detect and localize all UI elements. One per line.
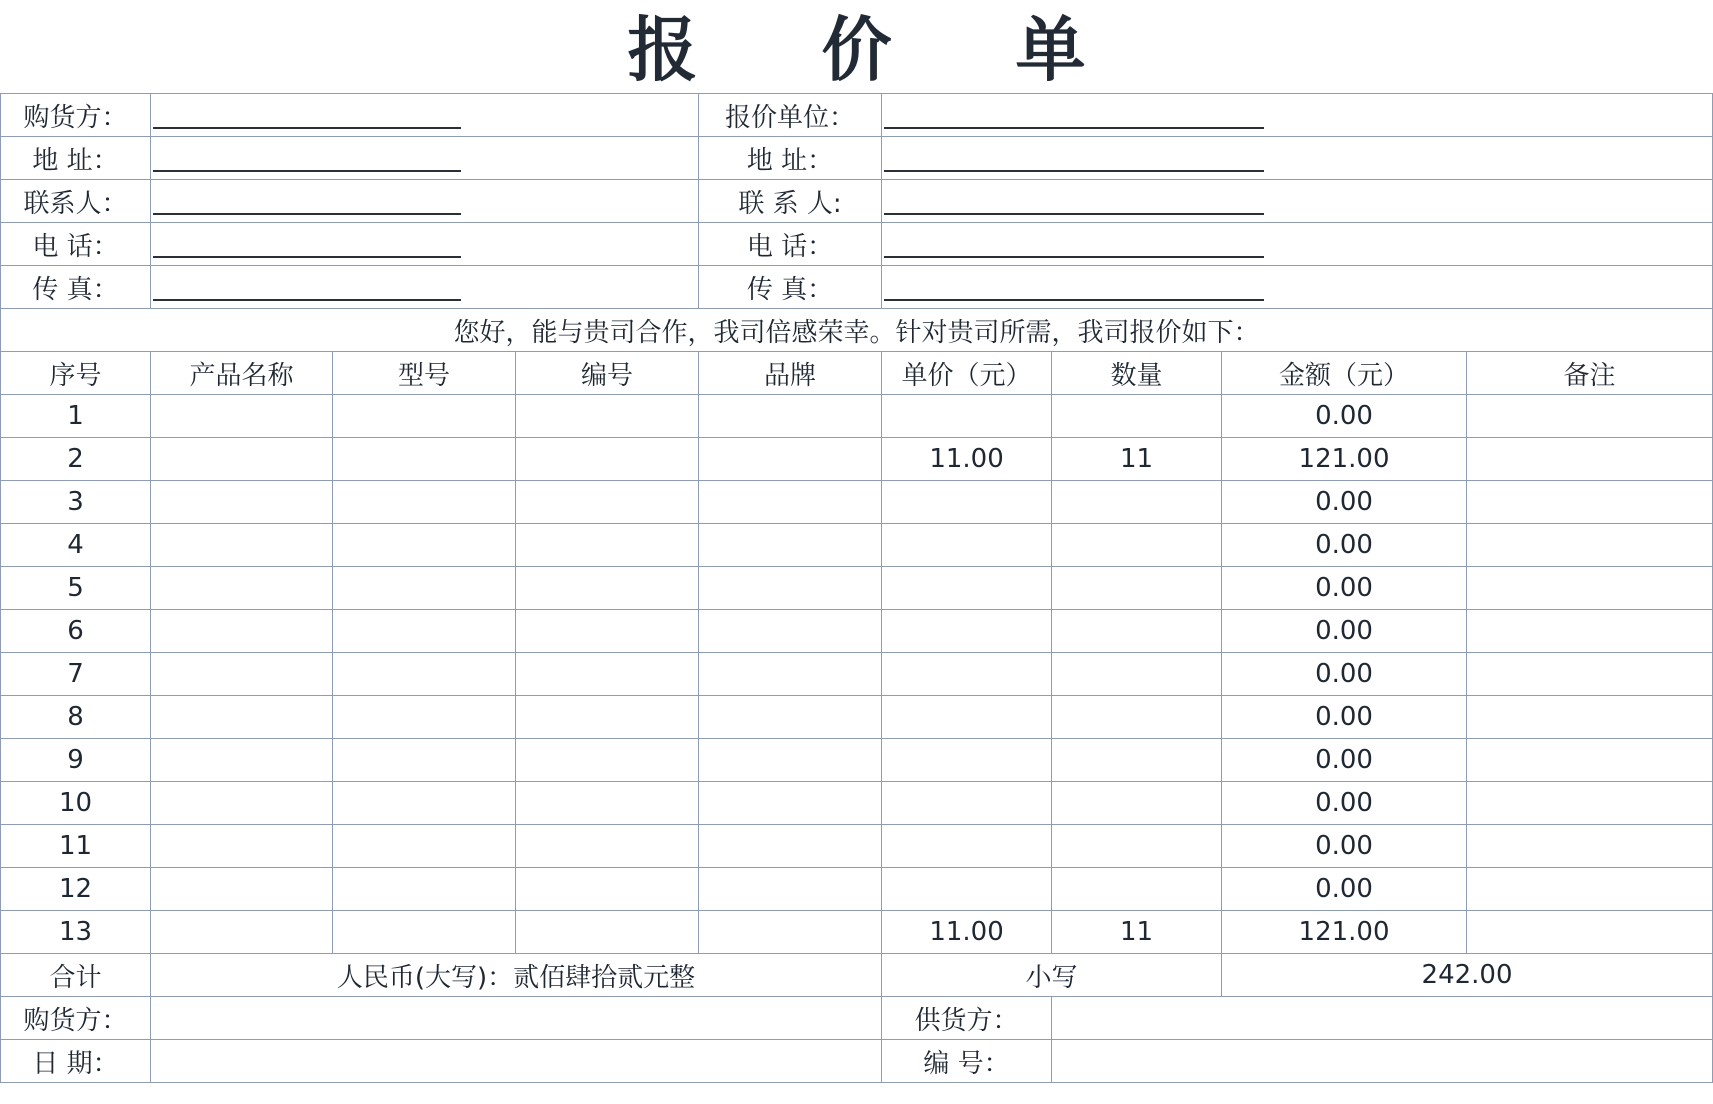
info-right-label: 联 系 人:	[699, 180, 882, 223]
cell-price[interactable]: 11.00	[882, 911, 1052, 954]
column-header: 编号	[516, 352, 699, 395]
cell-empty[interactable]	[699, 524, 882, 567]
table-header	[1, 352, 1713, 395]
cell-empty[interactable]	[151, 782, 333, 825]
cell-empty[interactable]	[516, 782, 699, 825]
cell-empty[interactable]	[333, 825, 516, 868]
cell-amount: 0.00	[1222, 610, 1467, 653]
cell-price[interactable]	[882, 610, 1052, 653]
cell-no: 7	[1, 653, 151, 696]
cell-empty[interactable]	[699, 739, 882, 782]
footer-row	[1, 997, 1713, 1040]
cell-price[interactable]	[882, 782, 1052, 825]
cell-price[interactable]	[882, 524, 1052, 567]
info-left-field[interactable]	[151, 137, 699, 180]
underline-blank[interactable]	[153, 273, 461, 301]
cell-empty[interactable]	[151, 868, 333, 911]
cell-price[interactable]	[882, 696, 1052, 739]
cell-empty[interactable]	[699, 610, 882, 653]
cell-qty[interactable]	[1052, 739, 1222, 782]
cell-empty[interactable]	[699, 825, 882, 868]
cell-empty[interactable]	[333, 567, 516, 610]
cell-empty[interactable]	[151, 524, 333, 567]
cell-price[interactable]	[882, 825, 1052, 868]
cell-empty[interactable]	[699, 395, 882, 438]
cell-empty[interactable]	[151, 481, 333, 524]
cell-amount: 0.00	[1222, 653, 1467, 696]
table-row	[1, 868, 1713, 911]
total-row	[1, 954, 1713, 997]
cell-empty[interactable]	[699, 911, 882, 954]
cell-remark[interactable]	[1467, 782, 1713, 825]
cell-no: 12	[1, 868, 151, 911]
cell-price[interactable]	[882, 395, 1052, 438]
cell-empty[interactable]	[151, 653, 333, 696]
cell-no: 1	[1, 395, 151, 438]
cell-remark[interactable]	[1467, 438, 1713, 481]
page-title	[0, 0, 1713, 94]
info-right-label: 地 址：	[699, 137, 882, 180]
info-left-field[interactable]	[151, 266, 699, 309]
table-row	[1, 739, 1713, 782]
cell-remark[interactable]	[1467, 395, 1713, 438]
cell-amount: 121.00	[1222, 911, 1467, 954]
cell-empty[interactable]	[151, 567, 333, 610]
cell-qty[interactable]: 11	[1052, 438, 1222, 481]
cell-price[interactable]	[882, 739, 1052, 782]
underline-blank[interactable]	[153, 144, 461, 172]
cell-empty[interactable]	[333, 610, 516, 653]
table-row	[1, 610, 1713, 653]
cell-empty[interactable]	[333, 739, 516, 782]
cell-price[interactable]	[882, 481, 1052, 524]
info-right-field[interactable]	[882, 94, 1713, 137]
cell-empty[interactable]	[333, 782, 516, 825]
cell-no: 11	[1, 825, 151, 868]
info-left-label: 联系人：	[1, 180, 151, 223]
table-row	[1, 782, 1713, 825]
cell-empty[interactable]	[516, 610, 699, 653]
cell-remark[interactable]	[1467, 739, 1713, 782]
info-left-field[interactable]	[151, 180, 699, 223]
cell-amount: 0.00	[1222, 567, 1467, 610]
cell-empty[interactable]	[151, 610, 333, 653]
cell-empty[interactable]	[151, 438, 333, 481]
cell-price[interactable]: 11.00	[882, 438, 1052, 481]
total-label: 合计	[1, 954, 151, 997]
cell-remark[interactable]	[1467, 911, 1713, 954]
cell-no: 6	[1, 610, 151, 653]
table-row	[1, 438, 1713, 481]
footer-left-field[interactable]	[151, 997, 882, 1040]
info-right-field[interactable]	[882, 223, 1713, 266]
info-row	[1, 180, 1713, 223]
cell-empty[interactable]	[333, 395, 516, 438]
cell-empty[interactable]	[516, 911, 699, 954]
cell-remark[interactable]	[1467, 610, 1713, 653]
table-row	[1, 524, 1713, 567]
cell-empty[interactable]	[516, 653, 699, 696]
greeting-text: 您好，能与贵司合作，我司倍感荣幸。针对贵司所需，我司报价如下：	[1, 309, 1713, 352]
cell-amount: 0.00	[1222, 782, 1467, 825]
cell-no: 13	[1, 911, 151, 954]
info-row	[1, 223, 1713, 266]
quote-sheet	[0, 93, 1713, 1083]
cell-empty[interactable]	[699, 567, 882, 610]
cell-no: 10	[1, 782, 151, 825]
cell-qty[interactable]	[1052, 524, 1222, 567]
cell-qty[interactable]	[1052, 567, 1222, 610]
info-row	[1, 94, 1713, 137]
info-left-field[interactable]	[151, 94, 699, 137]
info-left-label: 电 话：	[1, 223, 151, 266]
cell-qty[interactable]: 11	[1052, 911, 1222, 954]
column-header: 备注	[1467, 352, 1713, 395]
cell-remark[interactable]	[1467, 481, 1713, 524]
cell-no: 4	[1, 524, 151, 567]
footer-left-label: 购货方：	[1, 997, 151, 1040]
column-header: 品牌	[699, 352, 882, 395]
cell-empty[interactable]	[516, 395, 699, 438]
cell-empty[interactable]	[699, 868, 882, 911]
cell-empty[interactable]	[699, 782, 882, 825]
cell-empty[interactable]	[333, 524, 516, 567]
column-header: 单价（元）	[882, 352, 1052, 395]
cell-qty[interactable]	[1052, 868, 1222, 911]
total-lowercase-value: 242.00	[1222, 954, 1713, 997]
cell-remark[interactable]	[1467, 696, 1713, 739]
column-header: 数量	[1052, 352, 1222, 395]
cell-amount: 0.00	[1222, 696, 1467, 739]
title-char-3: 单	[1015, 9, 1086, 91]
cell-empty[interactable]	[699, 653, 882, 696]
cell-qty[interactable]	[1052, 782, 1222, 825]
footer-right-label: 供货方：	[882, 997, 1052, 1040]
cell-amount: 121.00	[1222, 438, 1467, 481]
info-right-label: 传 真：	[699, 266, 882, 309]
cell-empty[interactable]	[333, 696, 516, 739]
total-lowercase-label: 小写	[882, 954, 1222, 997]
table-row	[1, 696, 1713, 739]
cell-qty[interactable]	[1052, 653, 1222, 696]
column-header: 金额（元）	[1222, 352, 1467, 395]
table-row	[1, 653, 1713, 696]
cell-qty[interactable]	[1052, 696, 1222, 739]
info-right-label: 电 话：	[699, 223, 882, 266]
cell-amount: 0.00	[1222, 481, 1467, 524]
info-right-label: 报价单位：	[699, 94, 882, 137]
underline-blank[interactable]	[884, 101, 1264, 129]
cell-empty[interactable]	[333, 481, 516, 524]
underline-blank[interactable]	[153, 187, 461, 215]
table-row	[1, 481, 1713, 524]
cell-empty[interactable]	[151, 825, 333, 868]
underline-blank[interactable]	[153, 230, 461, 258]
info-right-field[interactable]	[882, 137, 1713, 180]
cell-qty[interactable]	[1052, 610, 1222, 653]
info-left-label: 传 真：	[1, 266, 151, 309]
cell-price[interactable]	[882, 868, 1052, 911]
cell-empty[interactable]	[516, 567, 699, 610]
info-row	[1, 266, 1713, 309]
cell-no: 8	[1, 696, 151, 739]
cell-amount: 0.00	[1222, 868, 1467, 911]
cell-no: 2	[1, 438, 151, 481]
cell-empty[interactable]	[333, 868, 516, 911]
column-header: 序号	[1, 352, 151, 395]
cell-empty[interactable]	[333, 911, 516, 954]
table-row	[1, 911, 1713, 954]
column-header: 型号	[333, 352, 516, 395]
footer-left-label: 日 期：	[1, 1040, 151, 1083]
footer-right-field[interactable]	[1052, 1040, 1713, 1083]
info-left-label: 地 址：	[1, 137, 151, 180]
info-right-field[interactable]	[882, 266, 1713, 309]
cell-no: 5	[1, 567, 151, 610]
table-row	[1, 825, 1713, 868]
cell-empty[interactable]	[516, 868, 699, 911]
column-header: 产品名称	[151, 352, 333, 395]
cell-empty[interactable]	[333, 438, 516, 481]
cell-remark[interactable]	[1467, 825, 1713, 868]
total-uppercase: 人民币(大写)：贰佰肆拾贰元整	[151, 954, 882, 997]
cell-remark[interactable]	[1467, 567, 1713, 610]
cell-amount: 0.00	[1222, 825, 1467, 868]
underline-blank[interactable]	[153, 101, 461, 129]
cell-empty[interactable]	[151, 911, 333, 954]
cell-empty[interactable]	[516, 825, 699, 868]
footer-row	[1, 1040, 1713, 1083]
cell-empty[interactable]	[516, 481, 699, 524]
cell-amount: 0.00	[1222, 739, 1467, 782]
footer-right-label: 编 号：	[882, 1040, 1052, 1083]
cell-amount: 0.00	[1222, 395, 1467, 438]
cell-price[interactable]	[882, 653, 1052, 696]
cell-empty[interactable]	[151, 395, 333, 438]
cell-qty[interactable]	[1052, 825, 1222, 868]
cell-qty[interactable]	[1052, 395, 1222, 438]
cell-empty[interactable]	[516, 696, 699, 739]
cell-no: 9	[1, 739, 151, 782]
info-row	[1, 137, 1713, 180]
cell-remark[interactable]	[1467, 868, 1713, 911]
table-row	[1, 567, 1713, 610]
cell-empty[interactable]	[516, 524, 699, 567]
cell-amount: 0.00	[1222, 524, 1467, 567]
cell-empty[interactable]	[151, 696, 333, 739]
footer-left-field[interactable]	[151, 1040, 882, 1083]
underline-blank[interactable]	[884, 273, 1264, 301]
underline-blank[interactable]	[884, 187, 1264, 215]
cell-empty[interactable]	[699, 481, 882, 524]
cell-empty[interactable]	[516, 438, 699, 481]
cell-empty[interactable]	[699, 438, 882, 481]
cell-empty[interactable]	[333, 653, 516, 696]
cell-remark[interactable]	[1467, 524, 1713, 567]
underline-blank[interactable]	[884, 144, 1264, 172]
info-right-field[interactable]	[882, 180, 1713, 223]
underline-blank[interactable]	[884, 230, 1264, 258]
cell-empty[interactable]	[151, 739, 333, 782]
cell-qty[interactable]	[1052, 481, 1222, 524]
cell-empty[interactable]	[516, 739, 699, 782]
cell-empty[interactable]	[699, 696, 882, 739]
cell-remark[interactable]	[1467, 653, 1713, 696]
table-row	[1, 395, 1713, 438]
title-char-1: 报	[627, 9, 698, 91]
footer-right-field[interactable]	[1052, 997, 1713, 1040]
cell-price[interactable]	[882, 567, 1052, 610]
title-char-2: 价	[821, 9, 892, 91]
cell-no: 3	[1, 481, 151, 524]
info-left-label: 购货方：	[1, 94, 151, 137]
info-left-field[interactable]	[151, 223, 699, 266]
